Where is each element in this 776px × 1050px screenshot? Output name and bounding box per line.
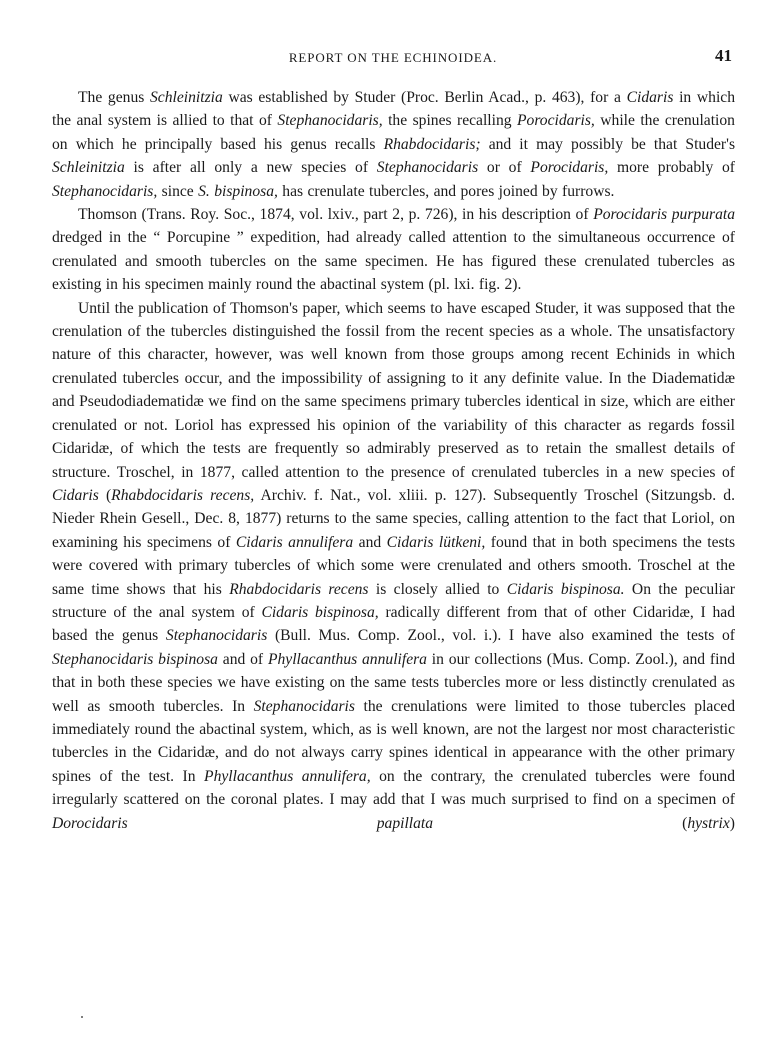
italic-taxon: Schleinitzia	[52, 159, 125, 177]
italic-taxon: Phyllacanthus annulifera,	[204, 767, 371, 785]
text-run: dredged in the “ Porcupine ” expedition, had already called attention to the simultaneous occurrence of crenulated and smooth tubercles on the same specimen. He has figured these crenulated tubercles as existing in his specimen mainly round the abactinal system (pl. lxi. fig. 2).	[52, 229, 735, 294]
paragraph-crenulation	[52, 297, 735, 835]
italic-taxon: Porocidaris purpurata	[593, 206, 735, 224]
text-run: (	[433, 814, 688, 832]
text-run: on the contrary, the crenulated tubercles were found irregularly scattered on the coronal plates. I may add that I was much surprised to find on a specimen of	[52, 767, 735, 809]
text-run: Thomson (Trans. Roy. Soc., 1874, vol. lxiv., part 2, p. 726), in his description of	[78, 206, 594, 224]
paragraph-schleinitzia	[52, 86, 735, 203]
italic-taxon: Schleinitzia	[150, 89, 223, 106]
italic-taxon: Stephanocidaris,	[277, 112, 383, 130]
italic-taxon: Rhabdocidaris;	[383, 135, 481, 153]
paragraph-thomson	[52, 203, 735, 297]
italic-taxon: Dorocidaris papillata	[52, 814, 434, 832]
italic-taxon: Cidaris bispinosa.	[506, 580, 625, 598]
text-run: and	[353, 533, 387, 551]
page-number: 41	[715, 46, 732, 65]
italic-taxon: Stephanocidaris bispinosa	[52, 650, 218, 668]
italic-taxon: Rhabdocidaris recens	[229, 580, 369, 598]
italic-taxon: Cidaris annulifera	[235, 533, 354, 551]
italic-taxon: S. bispinosa,	[198, 182, 278, 200]
text-run: in our collections (Mus. Comp. Zool.), and find that in both these species we have existing on the same tests tubercles more or less distinctly crenulated as well as smooth tubercles. In	[52, 650, 735, 715]
text-run: more probably of	[608, 159, 735, 177]
italic-taxon: Phyllacanthus annulifera	[267, 650, 427, 668]
page-header	[52, 46, 734, 68]
text-run: (Bull. Mus. Comp. Zool., vol. i.). I have also examined the tests of	[267, 627, 735, 645]
text-run: or of	[478, 159, 531, 177]
text-run: found that in both specimens the tests were covered with primary tubercles of which some were crenulated and others smooth. Troschel at the same time shows that his	[52, 533, 736, 598]
italic-taxon: Porocidaris,	[530, 159, 609, 177]
text-run: The genus	[78, 89, 150, 106]
scan-speck	[81, 1016, 83, 1018]
text-run: is after all only a new species of	[124, 159, 377, 177]
text-run: the crenulations were limited to those tubercles placed immediately round the abactinal system, which, as is well known, are not the largest nor most characteristic tubercles in the Cidaridæ, and do not always carry spines identical in appearance with the other primary spines of the test. In	[52, 697, 735, 785]
italic-taxon: Porocidaris,	[517, 112, 595, 130]
italic-taxon: Stephanocidaris	[376, 159, 479, 177]
italic-taxon: Cidaris	[52, 486, 99, 504]
italic-taxon: Stephanocidaris	[253, 697, 355, 715]
text-run: the spines recalling	[382, 112, 517, 130]
italic-taxon: Cidaris lütkeni,	[386, 533, 486, 551]
text-run: On the peculiar structure of the anal system of	[52, 580, 735, 621]
body-text	[52, 86, 735, 835]
text-run: while the crenulation on which he principally based his genus recalls	[52, 112, 735, 153]
italic-taxon: Stephanocidaris	[165, 627, 268, 645]
text-run: and it may possibly be that Studer's	[480, 135, 736, 153]
text-run: is closely allied to	[368, 580, 507, 598]
running-title: REPORT ON THE ECHINOIDEA.	[288, 50, 498, 65]
text-run: (	[98, 486, 112, 504]
italic-taxon: Cidaris bispinosa,	[261, 603, 379, 621]
text-run: Until the publication of Thomson's paper, which seems to have escaped Studer, it was supposed that the crenulation of the tubercles distinguished the fossil from the recent species as a whole. The unsatisfactory nature of this character, however, was well known from those groups among recent Echinids in which crenulated tubercles occur, and the impossibility of assigning to it any definite value. In the Diadematidæ and Pseudodiadematidæ we find on the same specimens primary tubercles identical in size, which are either crenulated or not. Loriol has expressed his opinion of the variability of this character as regards fossil Cidaridæ, of which the tests are frequently so admirably preserved as to retain the smallest details of structure. Troschel, in 1877, called attention to the presence of crenulated tubercles in a new species of	[52, 299, 735, 481]
text-run: radically different from that of other Cidaridæ, I had based the genus	[52, 603, 736, 645]
text-run: was established by Studer (Proc. Berlin Acad., p. 463), for a	[222, 89, 627, 106]
text-run: in which the anal system is allied to that of	[52, 89, 735, 130]
italic-taxon: hystrix	[687, 814, 730, 832]
text-run: Archiv. f. Nat., vol. xliii. p. 127). Subsequently Troschel (Sitzungsb. d. Nieder Rhein Gesell., Dec. 8, 1877) returns to the same species, calling attention to the fact that Loriol, on examining his specimens of	[52, 486, 735, 551]
text-run: since	[157, 182, 199, 200]
italic-taxon: Cidaris	[626, 89, 674, 106]
italic-taxon: Stephanocidaris,	[52, 182, 158, 200]
text-run: )	[729, 814, 735, 832]
text-run: has crenulate tubercles, and pores joined by furrows.	[277, 182, 615, 200]
italic-taxon: Rhabdocidaris recens,	[111, 486, 255, 504]
text-run: and of	[217, 650, 268, 668]
